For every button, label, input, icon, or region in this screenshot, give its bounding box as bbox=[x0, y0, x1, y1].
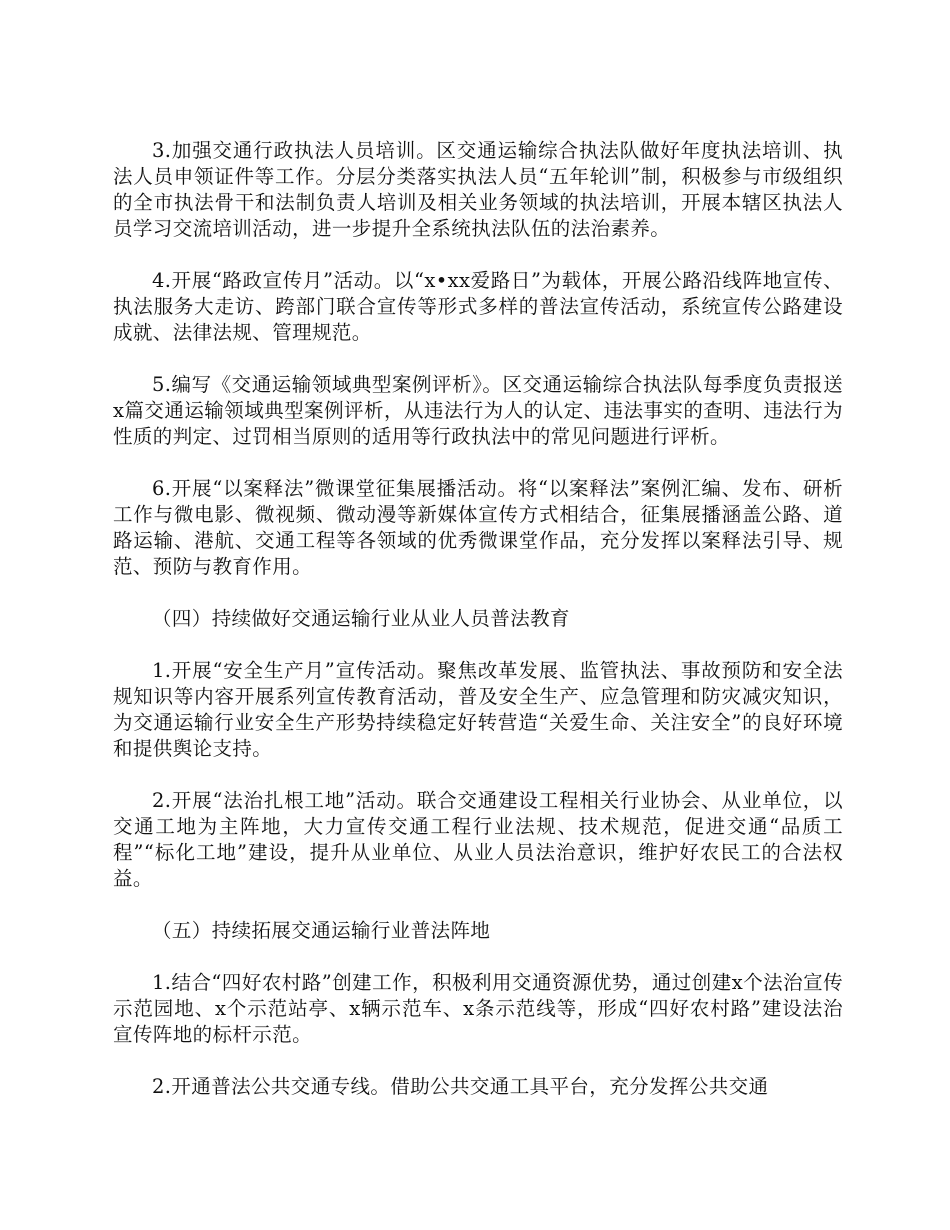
paragraph-construction-site: 2.开展“法治扎根工地”活动。联合交通建设工程相关行业协会、从业单位，以交通工地为主阵地，大力宣传交通工程行业法规、技术规范，促进交通“品质工程”“标化工地”建设，提升从业单位、从业人员法治意识，维护好农民工的合法权益。 bbox=[113, 789, 843, 890]
paragraph-rural-roads: 1.结合“四好农村路”创建工作，积极利用交通资源优势，通过创建x个法治宣传示范园地、x个示范站亭、x辆示范车、x条示范线等，形成“四好农村路”建设法治宣传阵地的标杆示范。 bbox=[113, 971, 843, 1046]
paragraph-micro-classroom: 6.开展“以案释法”微课堂征集展播活动。将“以案释法”案例汇编、发布、研析工作与微电影、微视频、微动漫等新媒体宣传方式相结合，征集展播涵盖公路、道路运输、港航、交通工程等各领域的优秀微课堂作品，充分发挥以案释法引导、规范、预防与教育作用。 bbox=[113, 477, 843, 578]
section-heading-five: （五）持续拓展交通运输行业普法阵地 bbox=[152, 919, 491, 942]
section-heading-four: （四）持续做好交通运输行业从业人员普法教育 bbox=[152, 607, 570, 630]
paragraph-case-review: 5.编写《交通运输领域典型案例评析》。区交通运输综合执法队每季度负责报送x篇交通运输领域典型案例评析，从违法行为人的认定、违法事实的查明、违法行为性质的判定、过罚相当原则的适用等行政执法中的常见问题进行评析。 bbox=[113, 373, 843, 448]
paragraph-public-transport: 2.开通普法公共交通专线。借助公共交通工具平台，充分发挥公共交通 bbox=[152, 1075, 769, 1098]
paragraph-road-publicity-month: 4.开展“路政宣传月”活动。以“x•xx爱路日”为载体，开展公路沿线阵地宣传、执法服务大走访、跨部门联合宣传等形式多样的普法宣传活动，系统宣传公路建设成就、法律法规、管理规范。 bbox=[113, 269, 843, 344]
paragraph-training: 3.加强交通行政执法人员培训。区交通运输综合执法队做好年度执法培训、执法人员申领证件等工作。分层分类落实执法人员“五年轮训”制，积极参与市级组织的全市执法骨干和法制负责人培训及相关业务领域的执法培训，开展本辖区执法人员学习交流培训活动，进一步提升全系统执法队伍的法治素养。 bbox=[113, 139, 843, 240]
document-body bbox=[113, 138, 843, 1126]
paragraph-safety-month: 1.开展“安全生产月”宣传活动。聚焦改革发展、监管执法、事故预防和安全法规知识等内容开展系列宣传教育活动，普及安全生产、应急管理和防灾减灾知识，为交通运输行业安全生产形势持续稳定好转营造“关爱生命、关注安全”的良好环境和提供舆论支持。 bbox=[113, 659, 843, 760]
